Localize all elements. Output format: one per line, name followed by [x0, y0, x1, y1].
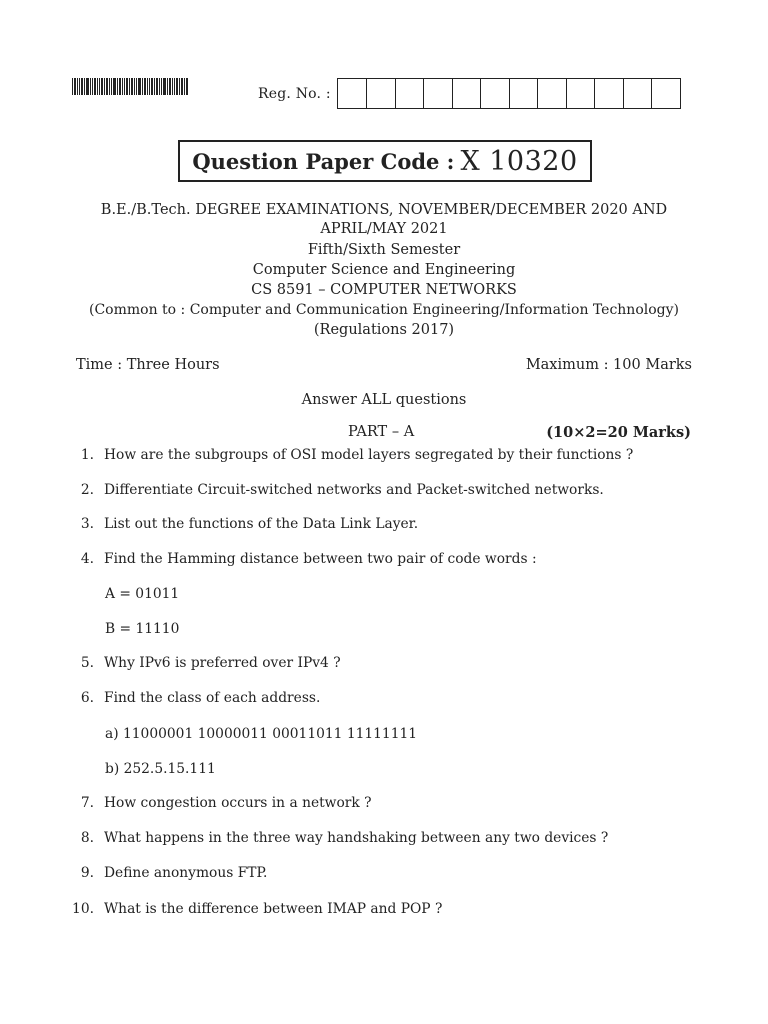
question	[70, 901, 710, 917]
question	[70, 690, 710, 706]
question-paper-code-box	[178, 140, 592, 182]
instruction: Answer ALL questions	[301, 392, 467, 408]
exam-title-line1: B.E./B.Tech. DEGREE EXAMINATIONS, NOVEMBER/DECEMBER 2020 AND	[100, 202, 668, 218]
question-number: 7.	[80, 795, 94, 811]
semester: Fifth/Sixth Semester	[307, 242, 461, 258]
max-marks-label: Maximum : 100 Marks	[525, 357, 692, 373]
question	[70, 551, 710, 567]
code-word-a: A = 01011	[105, 586, 180, 602]
reg-no-box	[338, 79, 367, 108]
code-word-b: B = 11110	[105, 621, 180, 637]
question-number: 3.	[80, 516, 94, 532]
question-text: Differentiate Circuit-switched networks and Packet-switched networks.	[104, 482, 604, 498]
reg-no-field	[258, 78, 681, 109]
question-text: What happens in the three way handshaking between any two devices ?	[104, 830, 609, 846]
question	[70, 830, 710, 846]
exam-title-line2: APRIL/MAY 2021	[320, 221, 448, 237]
question	[70, 795, 710, 811]
reg-no-box	[366, 79, 395, 108]
question-text: Find the Hamming distance between two pair of code words :	[104, 551, 537, 567]
question-text: How are the subgroups of OSI model layers segregated by their functions ?	[104, 447, 634, 463]
subject: CS 8591 – COMPUTER NETWORKS	[251, 282, 517, 298]
question-number: 5.	[80, 655, 94, 671]
time-marks-row	[76, 357, 692, 373]
question-number: 9.	[80, 865, 94, 881]
reg-no-box	[623, 79, 652, 108]
branch: Computer Science and Engineering	[252, 262, 516, 278]
time-label: Time : Three Hours	[76, 357, 220, 373]
question	[70, 482, 710, 498]
reg-no-box	[566, 79, 595, 108]
question	[70, 655, 710, 671]
reg-no-box	[594, 79, 623, 108]
reg-no-box	[651, 79, 680, 108]
reg-no-box	[395, 79, 424, 108]
reg-no-box	[452, 79, 481, 108]
reg-no-box	[509, 79, 538, 108]
reg-no-label: Reg. No. :	[258, 85, 331, 102]
part-heading: PART – A	[348, 424, 415, 440]
question-number: 6.	[80, 690, 94, 706]
question-text: How congestion occurs in a network ?	[104, 795, 372, 811]
question-text: Define anonymous FTP.	[104, 865, 268, 881]
question-number: 1.	[80, 447, 94, 463]
question-number: 4.	[80, 551, 94, 567]
part-marks: (10×2=20 Marks)	[546, 424, 691, 441]
address-b: b) 252.5.15.111	[105, 761, 216, 777]
barcode-icon	[72, 78, 188, 95]
question-text: What is the difference between IMAP and POP ?	[104, 901, 443, 917]
question-number: 8.	[80, 830, 94, 846]
question-paper-code-label: Question Paper Code :	[192, 148, 455, 174]
question	[70, 516, 710, 532]
question	[70, 447, 710, 463]
reg-no-boxes	[337, 78, 681, 109]
reg-no-box	[537, 79, 566, 108]
question-text: Find the class of each address.	[104, 690, 321, 706]
common-to: (Common to : Computer and Communication Engineering/Information Technology)	[88, 302, 679, 318]
question-number: 10.	[72, 901, 94, 917]
regulations: (Regulations 2017)	[313, 322, 455, 338]
reg-no-box	[423, 79, 452, 108]
address-a: a) 11000001 10000011 00011011 11111111	[105, 726, 418, 742]
question	[70, 865, 710, 881]
reg-no-box	[480, 79, 509, 108]
question-text: Why IPv6 is preferred over IPv4 ?	[104, 655, 341, 671]
question-number: 2.	[80, 482, 94, 498]
question-text: List out the functions of the Data Link Layer.	[104, 516, 419, 532]
question-paper-code: X 10320	[460, 145, 578, 177]
